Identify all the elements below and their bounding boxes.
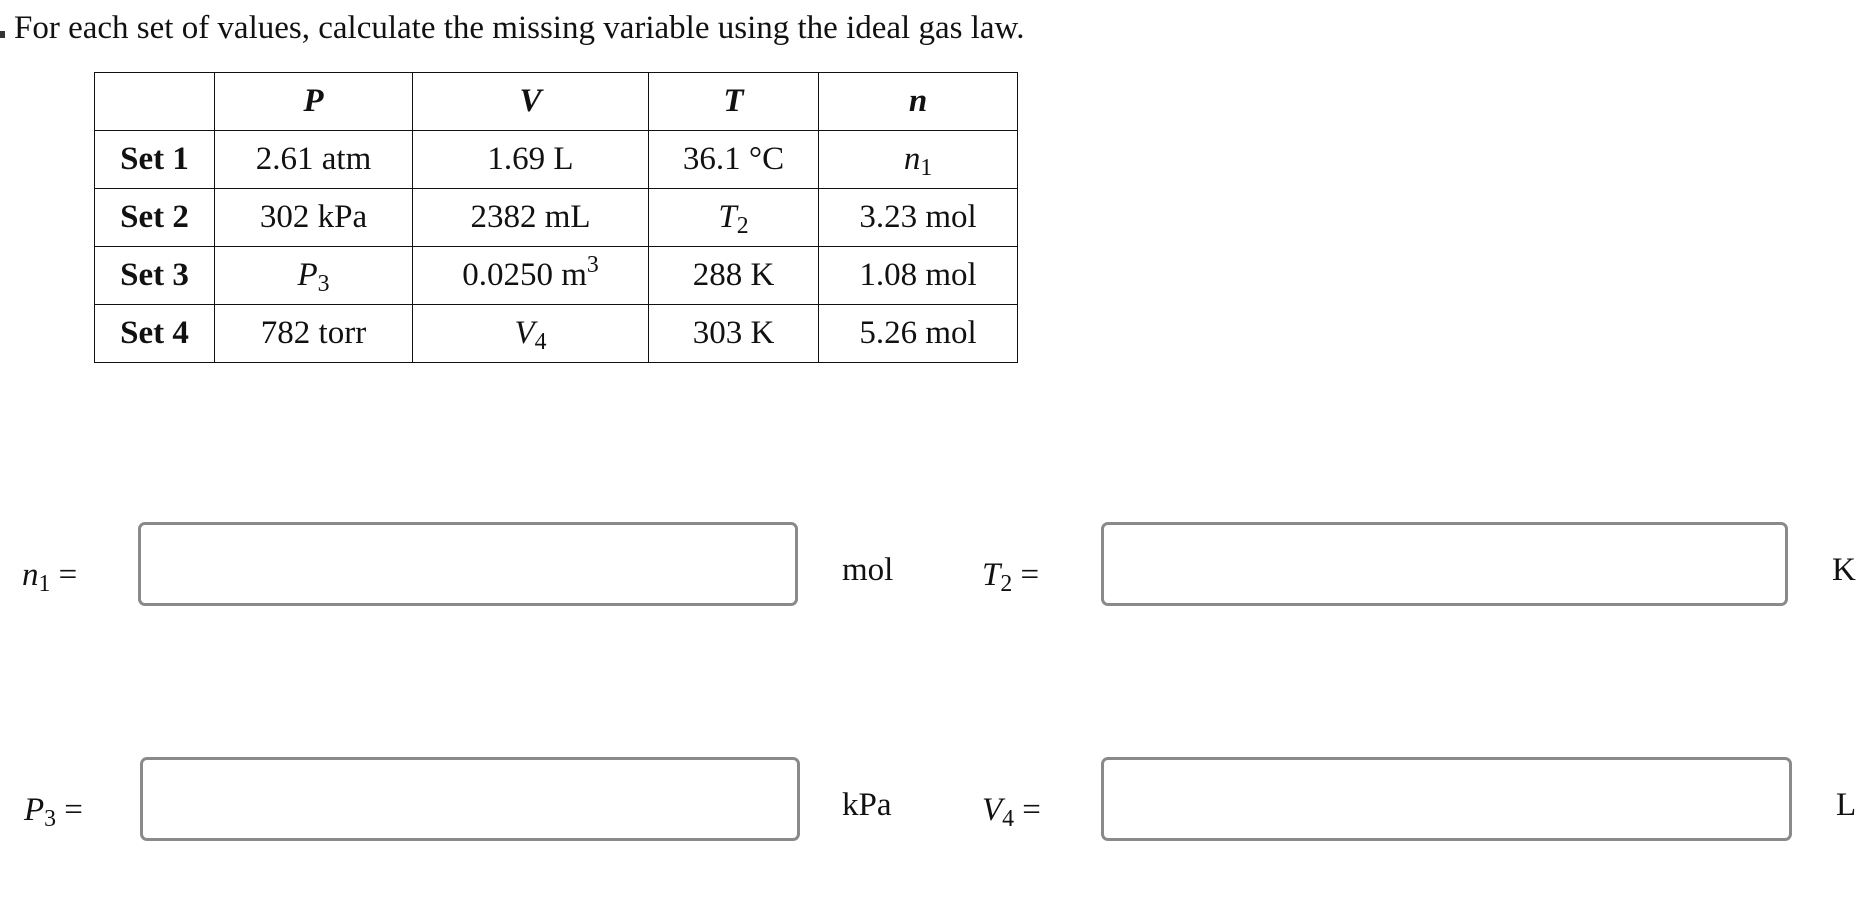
v4-answer-field[interactable] [1101, 757, 1792, 841]
variable-symbol: P [24, 792, 45, 828]
cell-volume: 1.69 L [413, 131, 649, 189]
p3-unit: kPa [842, 787, 892, 823]
cell-temperature: 36.1 °C [649, 131, 819, 189]
variable-symbol: V [982, 792, 1003, 828]
cell-moles: 3.23 mol [819, 189, 1018, 247]
variable-subscript: 4 [1002, 805, 1015, 832]
variable-subscript: 4 [534, 328, 547, 355]
row-label: Set 2 [95, 189, 215, 247]
question-prompt: For each set of values, calculate the missing variable using the ideal gas law. [14, 10, 1025, 46]
cell-volume [413, 247, 649, 305]
variable-symbol: P [297, 257, 318, 293]
table-header-temperature: T [649, 73, 819, 131]
p3-answer-field[interactable] [140, 757, 800, 841]
table-row [95, 189, 1018, 247]
cell-moles-unknown [819, 131, 1018, 189]
variable-symbol: T [982, 557, 1001, 593]
table-header-pressure: P [215, 73, 413, 131]
v4-label [982, 790, 1041, 830]
equals-sign: = [56, 792, 83, 828]
cell-moles: 1.08 mol [819, 247, 1018, 305]
cell-volume-unknown [413, 305, 649, 363]
n1-label [22, 555, 77, 595]
cell-pressure: 782 torr [215, 305, 413, 363]
cell-temperature: 303 K [649, 305, 819, 363]
left-edge-mark [0, 31, 5, 38]
table-header-volume: V [413, 73, 649, 131]
cell-pressure: 2.61 atm [215, 131, 413, 189]
row-label: Set 1 [95, 131, 215, 189]
variable-subscript: 2 [1000, 570, 1013, 597]
variable-symbol: T [718, 199, 737, 235]
table-header-corner [95, 73, 215, 131]
n1-answer-field[interactable] [138, 522, 798, 606]
equals-sign: = [1014, 792, 1041, 828]
table-row [95, 305, 1018, 363]
row-label: Set 3 [95, 247, 215, 305]
table-header-moles: n [819, 73, 1018, 131]
t2-unit: K [1832, 552, 1856, 588]
volume-value: 0.0250 m [462, 257, 587, 293]
t2-answer-field[interactable] [1101, 522, 1788, 606]
variable-symbol: n [22, 557, 39, 593]
cell-volume: 2382 mL [413, 189, 649, 247]
cell-pressure-unknown [215, 247, 413, 305]
cell-moles: 5.26 mol [819, 305, 1018, 363]
ideal-gas-table [94, 72, 1018, 363]
table-row [95, 131, 1018, 189]
variable-subscript: 2 [736, 212, 749, 239]
table-header-row [95, 73, 1018, 131]
n1-unit: mol [842, 552, 894, 588]
v4-unit: L [1836, 787, 1857, 823]
cell-temperature-unknown [649, 189, 819, 247]
variable-subscript: 3 [44, 805, 57, 832]
variable-symbol: n [903, 141, 921, 177]
equals-sign: = [1012, 557, 1040, 593]
variable-subscript: 1 [920, 154, 933, 181]
table-row [95, 247, 1018, 305]
volume-exponent: 3 [586, 251, 599, 278]
row-label: Set 4 [95, 305, 215, 363]
cell-pressure: 302 kPa [215, 189, 413, 247]
variable-subscript: 3 [317, 270, 330, 297]
variable-symbol: V [514, 315, 535, 351]
variable-subscript: 1 [38, 570, 51, 597]
cell-temperature: 288 K [649, 247, 819, 305]
p3-label [24, 790, 83, 830]
t2-label [982, 555, 1039, 595]
equals-sign: = [50, 557, 78, 593]
